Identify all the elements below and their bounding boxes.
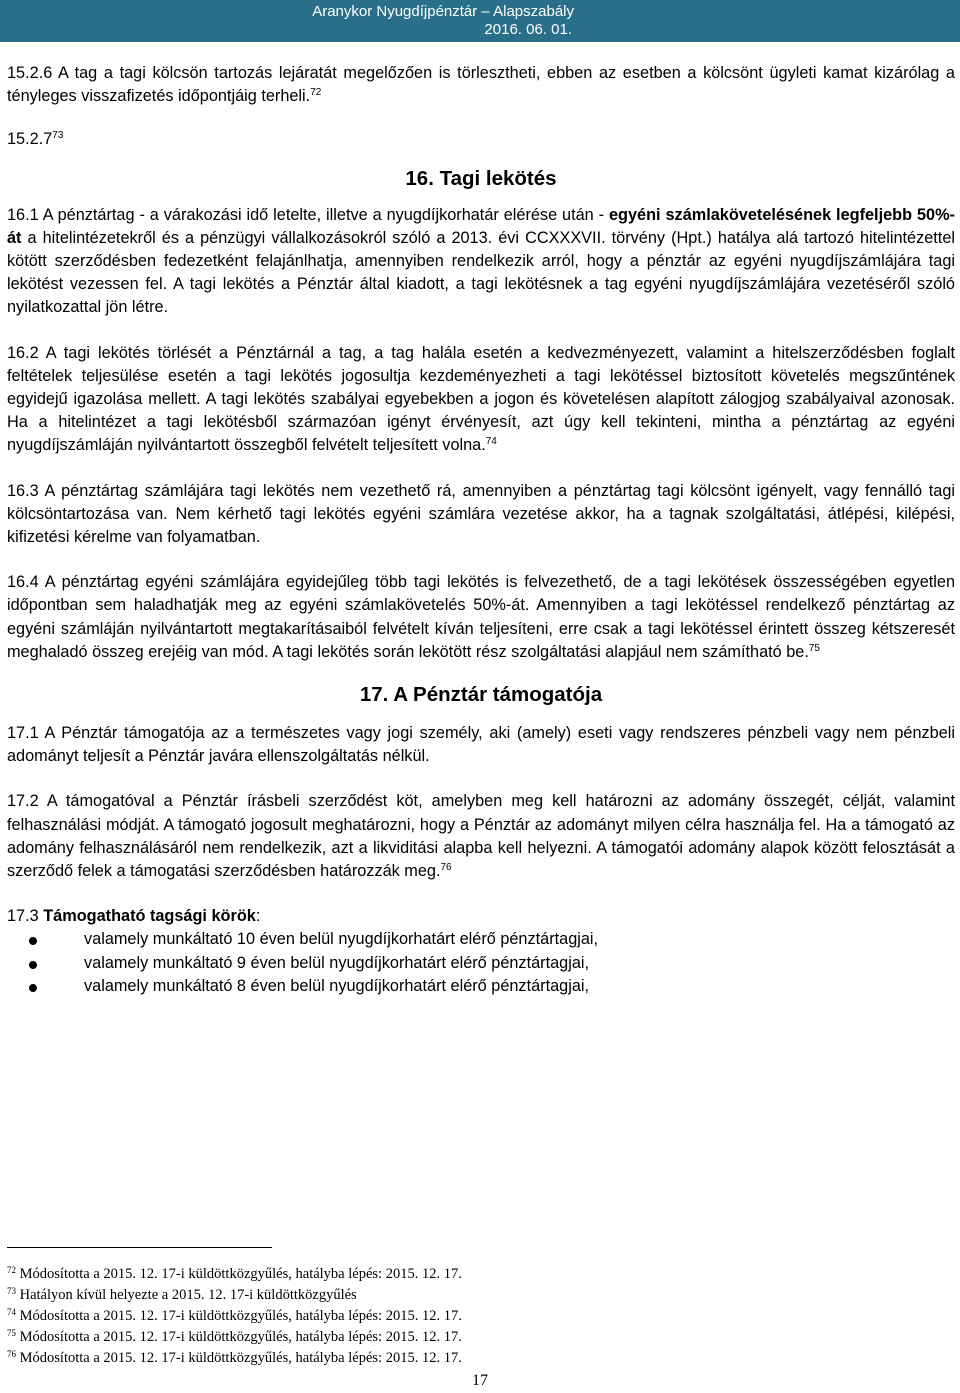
footnote-72: $^{72}$ Módosította a 2015. 12. 17-i küldöttközgyűlés, hatályba lépés: 2015. 12. 17. (7, 1265, 462, 1282)
footnote-ref-75: 75 (808, 642, 820, 654)
page-header (0, 0, 960, 42)
section-heading-16: 16. Tagi lekötés (405, 166, 557, 190)
footnote-73: $^{73}$ Hatályon kívül helyezte a 2015. 12. 17-i küldöttközgyűlés (7, 1286, 357, 1303)
paragraph-16-2: 16.2 A tagi lekötés törlését a Pénztárnál a tag, a tag halála esetén a kedvezményezett, valamint a hitelszerződésben foglalt feltételek teljesülése esetén a tagi lekötés jogosultja kezdeményezheti a tagi lekötéssel biztosított követelés megszűntének egyidejű igazolása mellett. A tagi lekötés szabályai egyebekben a jogon és követelésen alapított zálogjog szabályaival azonosak. Ha a hitelintézet a tagi lekötésből származóan igényt érvényesít, azt úgy kell tekinteni, mintha a pénztártag az egyéni nyugdíjszámláján nyilvántartott összegből felvételt teljesített volna.$^{74}$ (7, 343, 955, 455)
bold-phrase: egyéni számlakövetelésének legfeljebb 50%-át (7, 205, 955, 247)
list-item: valamely munkáltató 9 éven belül nyugdíjkorhatárt elérő pénztártagjai, (7, 952, 955, 975)
footnote-74: $^{74}$ Módosította a 2015. 12. 17-i küldöttközgyűlés, hatályba lépés: 2015. 12. 17. (7, 1307, 462, 1324)
footnote-ref-73: 73 (52, 130, 64, 142)
paragraph-16-4: 16.4 A pénztártag egyéni számlájára egyidejűleg több tagi lekötés is felvezethető, de a tagi lekötések összességében egyetlen időpontban sem haladhatják meg az egyéni számlakövetelés 50%-át. Amennyiben a tagi lekötéssel rendelkező pénztártag az egyéni számláján nyilvántartott megtakarításaiból felvételt kíván teljesíteni, erre csak a tagi lekötéssel érintett összeg kétszeresét meghaladó összeg erejéig van mód. A tagi lekötés során lekötött rész szolgáltatási alapjául nem számítható be.$^{75}$ (7, 573, 955, 661)
bullet-list (7, 928, 955, 998)
bullet-icon (29, 984, 37, 992)
section-heading-17: 17. A Pénztár támogatója (359, 683, 603, 707)
bullet-icon (29, 937, 37, 945)
paragraph-17-2: 17.2 A támogatóval a Pénztár írásbeli szerződést köt, amelyben meg kell határozni az adomány összegét, célját, valamint felhasználási módját. A támogató jogosult meghatározni, hogy a Pénztár az adományt milyen célra használja fel. Ha a támogató az adomány felhasználásáról nem rendelkezik, azt a likviditási alapba kell helyezni. A támogatói adomány alapok között felosztását a szerződő felek a támogatási szerződésben határozzák meg.$^{76}$ (7, 792, 955, 881)
list-item: valamely munkáltató 10 éven belül nyugdíjkorhatárt elérő pénztártagjai, (7, 928, 955, 951)
paragraph-17-1: 17.1 A Pénztár támogatója az a természetes vagy jogi személy, aki (amely) eseti vagy rendszeres pénzbeli vagy nem pénzbeli adományt teljesít a Pénztár javára ellenszolgáltatás nélkül. (7, 724, 955, 766)
footnote-75: $^{75}$ Módosította a 2015. 12. 17-i küldöttközgyűlés, hatályba lépés: 2015. 12. 17. (7, 1328, 462, 1345)
footnote-ref-72: 72 (310, 87, 322, 99)
page-number: 17 (472, 1372, 488, 1389)
footnote-76: $^{76}$ Módosította a 2015. 12. 17-i küldöttközgyűlés, hatályba lépés: 2015. 12. 17. (7, 1349, 462, 1366)
header-date: 2016. 06. 01. (484, 21, 572, 38)
bullet-icon (29, 961, 37, 969)
header-title: Aranykor Nyugdíjpénztár – Alapszabály (312, 3, 574, 20)
bold-phrase: Támogatható tagsági körök (43, 907, 256, 926)
footnote-ref-74: 74 (485, 436, 497, 448)
paragraph-15-2-7: 15.2.7$^{73}$ (7, 130, 64, 149)
paragraph-17-3: 17.3 Támogatható tagsági körök: (7, 907, 261, 926)
paragraph-15-2-6: 15.2.6 A tag a tagi kölcsön tartozás lejáratát megelőzően is törlesztheti, ebben az esetben a kölcsönt ügyleti kamat kizárólag a tényleges visszafizetés időpontjáig terheli.$^{72}$ (7, 64, 955, 106)
list-item: valamely munkáltató 8 éven belül nyugdíjkorhatárt elérő pénztártagjai, (7, 975, 955, 998)
footnotes (7, 1264, 907, 1369)
footnote-ref-76: 76 (440, 862, 452, 874)
document-body (7, 62, 955, 998)
footnote-divider (7, 1247, 272, 1248)
paragraph-16-1: 16.1 A pénztártag - a várakozási idő letelte, illetve a nyugdíjkorhatár elérése után - egyéni számlakövetelésének legfeljebb 50%-át a hitelintézetekről és a pénzügyi vállalkozásokról szóló a 2013. évi CCXXXVII. törvény (Hpt.) hatálya alá tartozó hitelintézettel kötött szerződésben fedezetként felajánlhatja, amennyiben rendelkezik arról, hogy a pénztár az egyéni nyugdíjszámlájára tagi lekötést vezessen fel. A tagi lekötés a Pénztár által kiadott, a tagi lekötésnek a tag egyéni nyugdíjszámlájára vezetéséről szóló nyilatkozattal jön létre. (7, 205, 955, 317)
paragraph-16-3: 16.3 A pénztártag számlájára tagi lekötés nem vezethető rá, amennyiben a pénztártag tagi kölcsönt igényelt, vagy fennálló tagi kölcsöntartozása van. Nem kérhető tagi lekötés egyéni számlára vezetése akkor, ha a tagnak szolgáltatási, átlépési, kilépési, kifizetési kérelme van folyamatban. (7, 481, 955, 547)
